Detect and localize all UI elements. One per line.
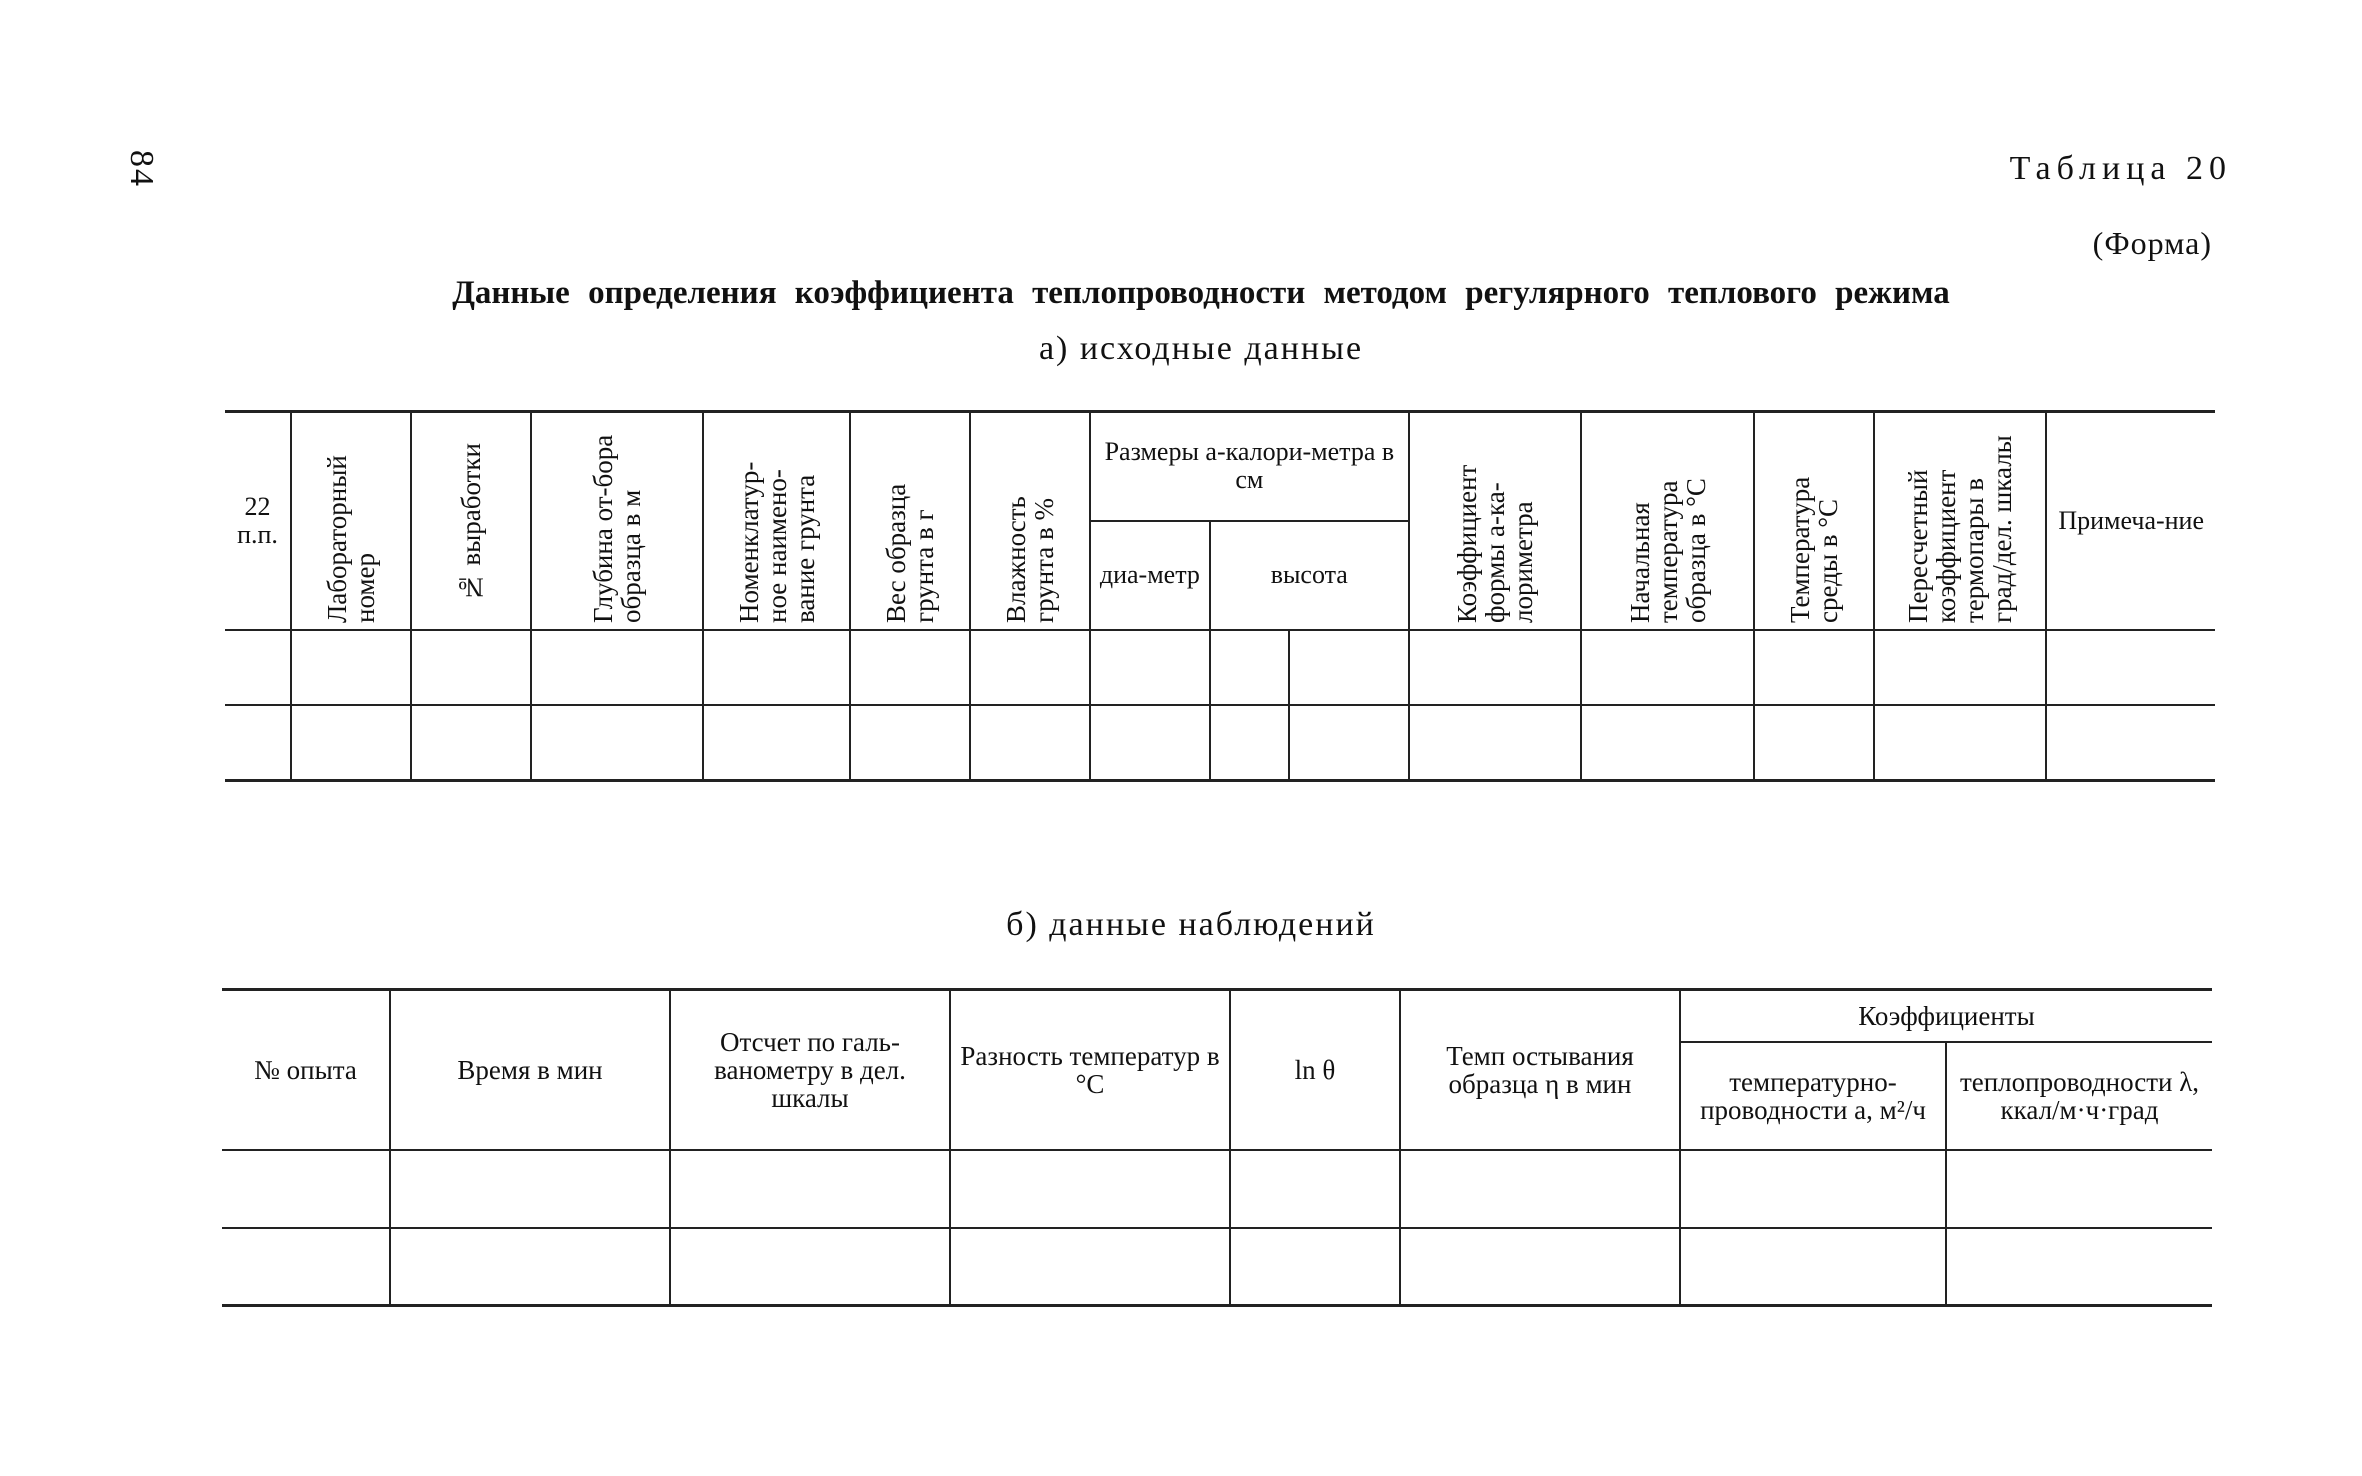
initial-data-table — [225, 410, 2215, 782]
col-conv-label: Пересчетный коэффициент термопары в град/дел. шкалы — [1903, 435, 2018, 623]
col-exp-header: № опыта — [222, 990, 390, 1150]
header-row — [225, 412, 2215, 521]
col-rate-header: Темп остывания образца η в мин — [1400, 990, 1680, 1150]
col-diff-header: Разность температур в °С — [950, 990, 1230, 1150]
header-row — [222, 990, 2212, 1042]
col-moist-header — [970, 412, 1090, 631]
document-title: Данные определения коэффициента теплопроводности методом регулярного теплового режима — [452, 275, 1950, 311]
col-init-temp-label: Начальная температура образца в °С — [1624, 478, 1711, 623]
col-nomen-label: Номенклатур-ное наимено-вание грунта — [733, 461, 820, 623]
size-group-header: Размеры а-калори-метра в см — [1090, 412, 1409, 521]
col-well-label: № выработки — [455, 443, 486, 603]
col-coef-form-header — [1409, 412, 1582, 631]
table-number: Таблица 20 — [2009, 150, 2232, 187]
table-row — [225, 630, 2215, 705]
table-row — [222, 1150, 2212, 1228]
col-well-header — [411, 412, 531, 631]
col-lab-label: Лабораторный номер — [321, 455, 380, 623]
col-time-header: Время в мин — [390, 990, 670, 1150]
col-weight-header — [850, 412, 970, 631]
form-note: (Форма) — [2092, 225, 2212, 261]
col-coef-form-label: Коэффициент формы а-ка-лориметра — [1452, 464, 1539, 623]
col-height-header: высота — [1210, 521, 1409, 630]
col-heat-cond-header: теплопроводности λ, ккал/м·ч·град — [1946, 1042, 2212, 1150]
col-temp-cond-header: температурно-проводности а, м²/ч — [1680, 1042, 1946, 1150]
col-galv-header: Отсчет по галь-ванометру в дел. шкалы — [670, 990, 950, 1150]
section-b-subtitle: б) данные наблюдений — [1006, 906, 1376, 943]
col-depth-header — [531, 412, 704, 631]
section-a-subtitle: а) исходные данные — [1038, 330, 1364, 367]
table-row — [222, 1228, 2212, 1306]
page-number: 84 — [123, 150, 160, 188]
col-nomen-header — [703, 412, 850, 631]
col-lab-header — [291, 412, 411, 631]
col-depth-label: Глубина от-бора образца в м — [587, 434, 646, 623]
table-row — [225, 705, 2215, 780]
col-diam-header: диа-метр — [1090, 521, 1210, 630]
col-weight-label: Вес образца грунта в г — [881, 483, 940, 623]
col-num-header: 22 п.п. — [225, 412, 291, 631]
coefficients-header: Коэффициенты — [1680, 990, 2212, 1042]
col-env-temp-label: Температура среды в °С — [1784, 476, 1843, 623]
col-ln-header: ln θ — [1230, 990, 1400, 1150]
col-init-temp-header — [1581, 412, 1754, 631]
col-env-temp-header — [1754, 412, 1874, 631]
col-note-header: Примеча-ние — [2046, 412, 2215, 631]
observation-table — [222, 988, 2212, 1307]
col-conv-header — [1874, 412, 2047, 631]
col-moist-label: Влажность грунта в % — [1001, 496, 1060, 623]
